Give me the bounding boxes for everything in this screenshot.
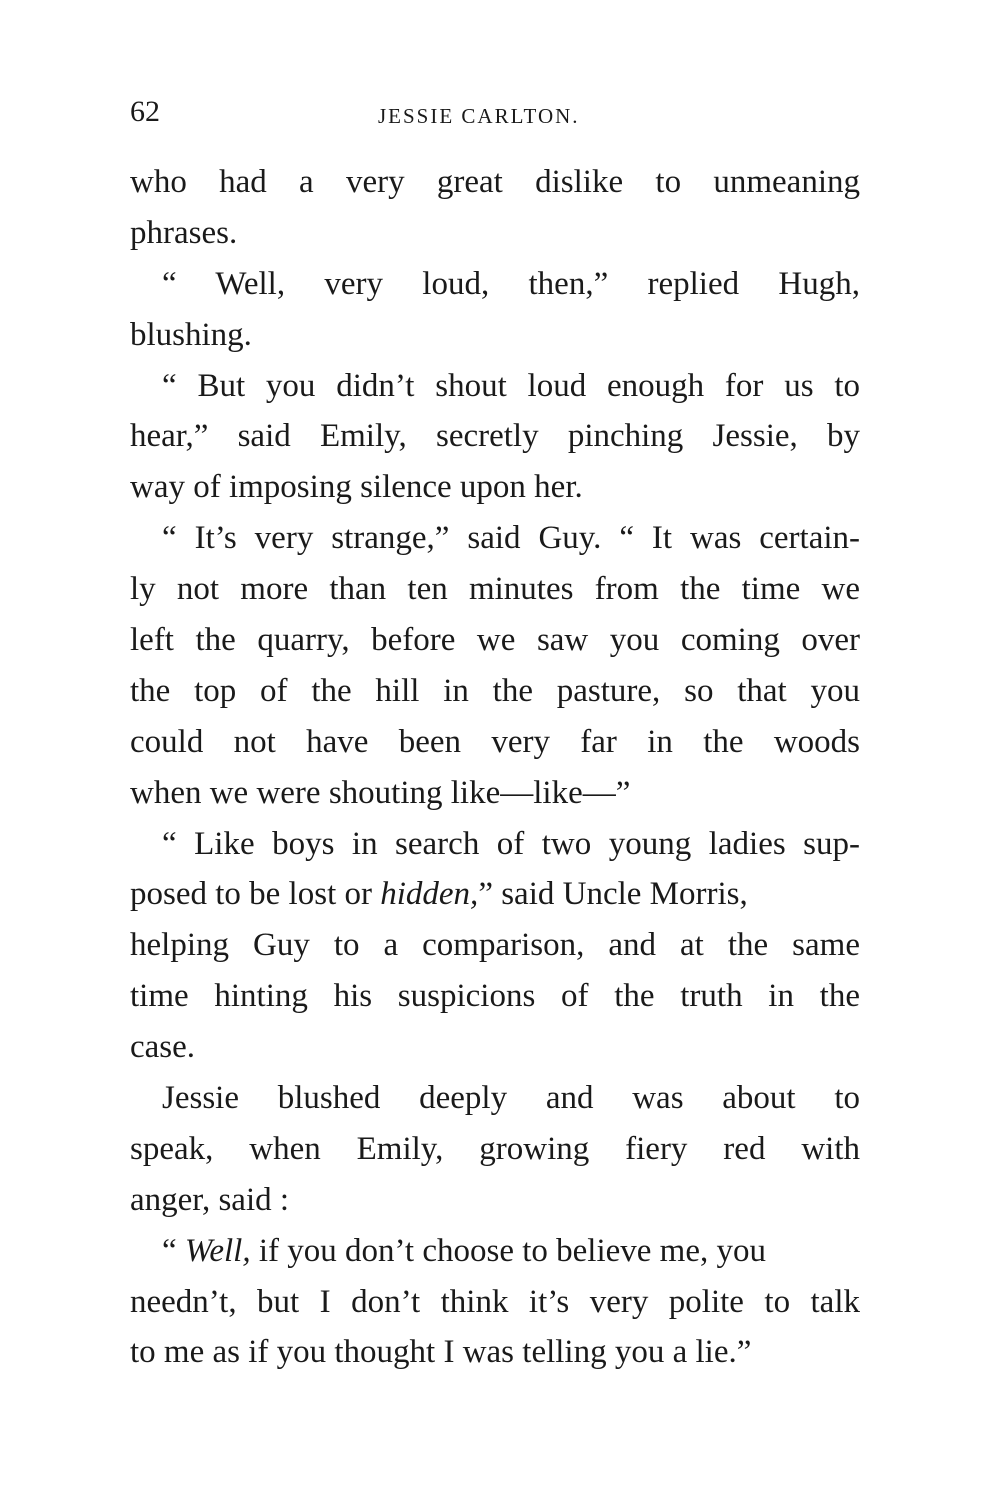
text-segment: if you don’t choose to believe me, you — [258, 1232, 766, 1269]
text-line: left the quarry, before we saw you coming over — [130, 622, 860, 659]
text-line: Jessie blushed deeply and was about to — [162, 1080, 860, 1117]
body-text — [130, 157, 860, 1378]
text-line: ly not more than ten minutes from the time we — [130, 571, 860, 608]
text-line: phrases. — [130, 214, 238, 251]
text-line: “ Well, very loud, then,” replied Hugh, — [162, 265, 860, 302]
page-header — [130, 92, 860, 132]
text-line: time hinting his suspicions of the truth in the — [130, 978, 860, 1015]
text-line: the top of the hill in the pasture, so that you — [130, 672, 860, 709]
text-line: needn’t, but I don’t think it’s very polite to talk — [130, 1283, 860, 1320]
text-line: to me as if you thought I was telling you a lie.” — [130, 1334, 752, 1371]
text-line: “ Like boys in search of two young ladies sup- — [162, 825, 860, 862]
text-line: “ It’s very strange,” said Guy. “ It was certain- — [162, 520, 860, 557]
text-line: hear,” said Emily, secretly pinching Jessie, by — [130, 418, 860, 455]
text-line: helping Guy to a comparison, and at the same — [130, 927, 860, 964]
text-line: speak, when Emily, growing fiery red with — [130, 1130, 860, 1167]
text-line: who had a very great dislike to unmeaning — [130, 164, 860, 200]
text-segment: ” said Uncle Morris, — [478, 876, 748, 913]
running-title: JESSIE CARLTON. — [378, 104, 580, 128]
text-line: “ But you didn’t shout loud enough for us to — [162, 367, 860, 404]
text-line: blushing. — [130, 316, 252, 353]
text-line — [130, 1226, 860, 1277]
text-line: case. — [130, 1029, 196, 1066]
text-line — [130, 869, 860, 920]
text-segment: “ — [162, 1232, 177, 1269]
text-segment: posed to be lost or — [130, 876, 372, 913]
italic-word: Well, — [184, 1232, 251, 1269]
text-line: anger, said : — [130, 1181, 290, 1218]
text-line: when we were shouting like—like—” — [130, 774, 631, 811]
text-line: could not have been very far in the woods — [130, 723, 860, 760]
page-number: 62 — [130, 95, 160, 128]
italic-word: hidden, — [380, 876, 479, 913]
text-line: way of imposing silence upon her. — [130, 469, 583, 506]
